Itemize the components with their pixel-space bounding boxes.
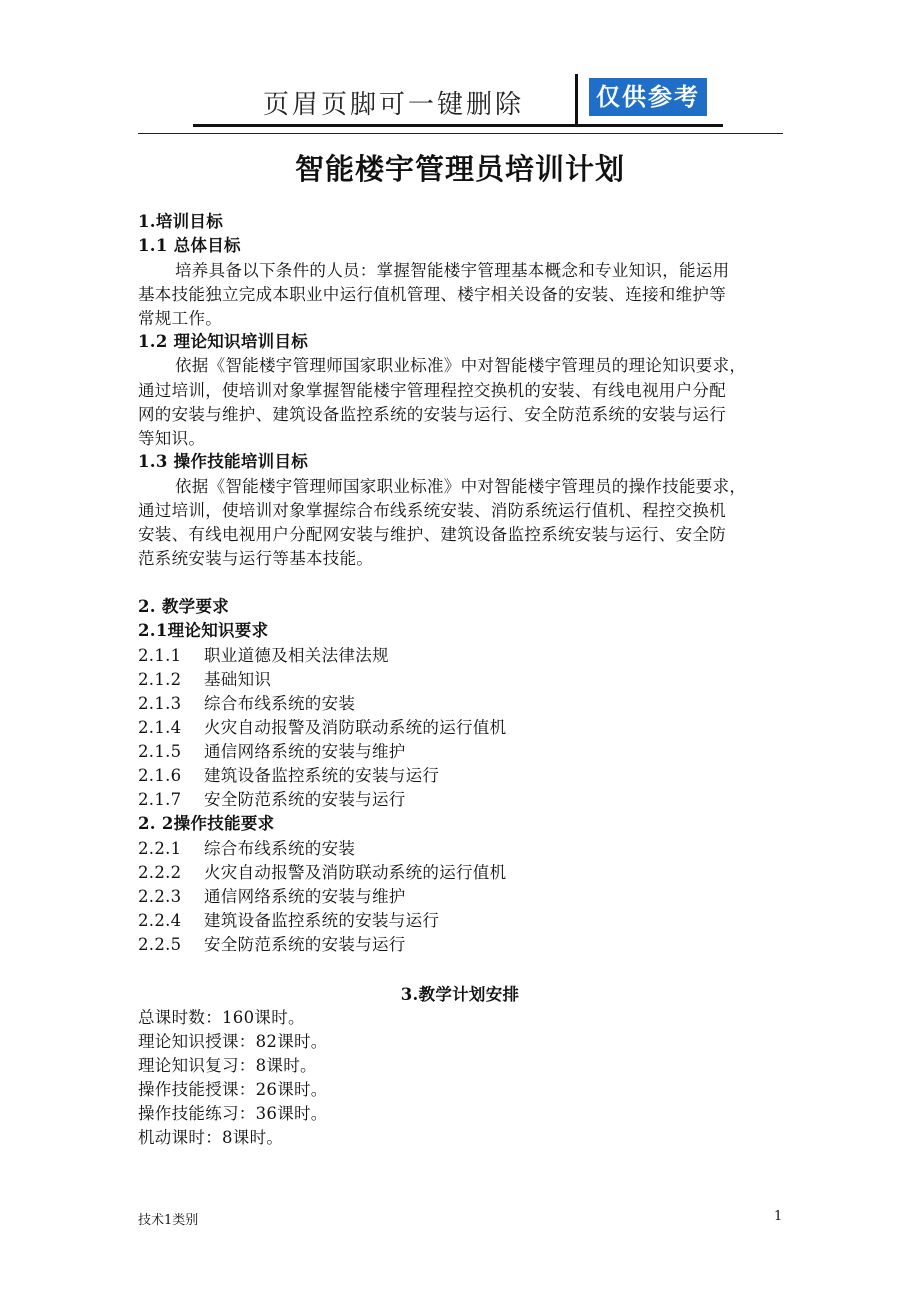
list-item <box>138 789 406 811</box>
schedule-line: 操作技能授课：26课时。 <box>138 1080 328 1099</box>
paragraph-line: 范系统安装与运行等基本技能。 <box>138 549 374 568</box>
list-item-number: 2.1.1 <box>138 646 182 665</box>
list-item-text: 火灾自动报警及消防联动系统的运行值机 <box>204 863 507 882</box>
list-item-text: 综合布线系统的安装 <box>204 694 356 713</box>
reference-only-badge: 仅供参考 <box>589 78 707 116</box>
list-item-number: 2.1.5 <box>138 742 182 761</box>
paragraph-line: 培养具备以下条件的人员：掌握智能楼宇管理基本概念和专业知识，能运用 <box>175 261 730 280</box>
paragraph-line: 依据《智能楼宇管理师国家职业标准》中对智能楼宇管理员的操作技能要求， <box>175 477 747 496</box>
list-item-text: 基础知识 <box>204 670 272 689</box>
list-item <box>138 693 355 715</box>
list-item-number: 2.1.6 <box>138 766 182 785</box>
list-item <box>138 934 406 956</box>
list-item-text: 建筑设备监控系统的安装与运行 <box>204 766 440 785</box>
section-2-heading: 2. 教学要求 <box>138 597 230 616</box>
banner-underline <box>193 124 723 127</box>
page-number: 1 <box>774 1209 783 1224</box>
schedule-line: 理论知识复习：8课时。 <box>138 1056 317 1075</box>
page-title: 智能楼宇管理员培训计划 <box>294 152 625 186</box>
paragraph-line: 网的安装与维护、建筑设备监控系统的安装与运行、安全防范系统的安装与运行 <box>138 405 726 424</box>
paragraph-line: 通过培训，使培训对象掌握综合布线系统安装、消防系统运行值机、程控交换机 <box>138 501 726 520</box>
list-item <box>138 645 389 667</box>
schedule-line: 总课时数：160课时。 <box>138 1008 305 1027</box>
list-item-text: 通信网络系统的安装与维护 <box>204 742 406 761</box>
footer-category: 技术1类别 <box>138 1213 199 1228</box>
banner-separator <box>575 74 578 124</box>
subsection-1-1-heading: 1.1 总体目标 <box>138 236 241 255</box>
list-item <box>138 765 439 787</box>
list-item-number: 2.1.7 <box>138 790 182 809</box>
list-item <box>138 838 355 860</box>
list-item-number: 2.2.3 <box>138 887 182 906</box>
list-item-number: 2.2.5 <box>138 935 182 954</box>
list-item-text: 建筑设备监控系统的安装与运行 <box>204 911 440 930</box>
list-item-text: 火灾自动报警及消防联动系统的运行值机 <box>204 718 507 737</box>
section-3-heading: 3.教学计划安排 <box>400 985 520 1004</box>
list-item-text: 安全防范系统的安装与运行 <box>204 790 406 809</box>
subsection-1-2-heading: 1.2 理论知识培训目标 <box>138 332 309 351</box>
list-item-number: 2.1.4 <box>138 718 182 737</box>
list-item-text: 综合布线系统的安装 <box>204 839 356 858</box>
list-item <box>138 741 406 763</box>
list-item <box>138 886 406 908</box>
schedule-line: 操作技能练习：36课时。 <box>138 1104 328 1123</box>
subsection-1-3-heading: 1.3 操作技能培训目标 <box>138 452 309 471</box>
schedule-line: 理论知识授课：82课时。 <box>138 1032 328 1051</box>
paragraph-line: 基本技能独立完成本职业中运行值机管理、楼宇相关设备的安装、连接和维护等 <box>138 285 726 304</box>
list-item-number: 2.1.3 <box>138 694 182 713</box>
list-item-text: 安全防范系统的安装与运行 <box>204 935 406 954</box>
list-item <box>138 910 439 932</box>
header-rule <box>138 133 783 134</box>
subsection-2-1-heading: 2.1理论知识要求 <box>138 621 269 640</box>
list-item <box>138 717 506 739</box>
paragraph-line: 依据《智能楼宇管理师国家职业标准》中对智能楼宇管理员的理论知识要求， <box>175 356 747 375</box>
list-item <box>138 862 506 884</box>
paragraph-line: 等知识。 <box>138 429 206 448</box>
paragraph-line: 安装、有线电视用户分配网安装与维护、建筑设备监控系统安装与运行、安全防 <box>138 525 726 544</box>
list-item-number: 2.2.1 <box>138 839 182 858</box>
banner-text: 页眉页脚可一键删除 <box>263 90 525 120</box>
list-item-number: 2.2.4 <box>138 911 182 930</box>
list-item-text: 职业道德及相关法律法规 <box>204 646 389 665</box>
header-watermark-banner <box>193 70 723 128</box>
schedule-line: 机动课时：8课时。 <box>138 1128 284 1147</box>
list-item-text: 通信网络系统的安装与维护 <box>204 887 406 906</box>
section-1-heading: 1.培训目标 <box>138 212 224 231</box>
paragraph-line: 常规工作。 <box>138 309 222 328</box>
subsection-2-2-heading: 2. 2操作技能要求 <box>138 814 275 833</box>
list-item <box>138 669 271 691</box>
paragraph-line: 通过培训，使培训对象掌握智能楼宇管理程控交换机的安装、有线电视用户分配 <box>138 381 726 400</box>
list-item-number: 2.2.2 <box>138 863 182 882</box>
list-item-number: 2.1.2 <box>138 670 182 689</box>
